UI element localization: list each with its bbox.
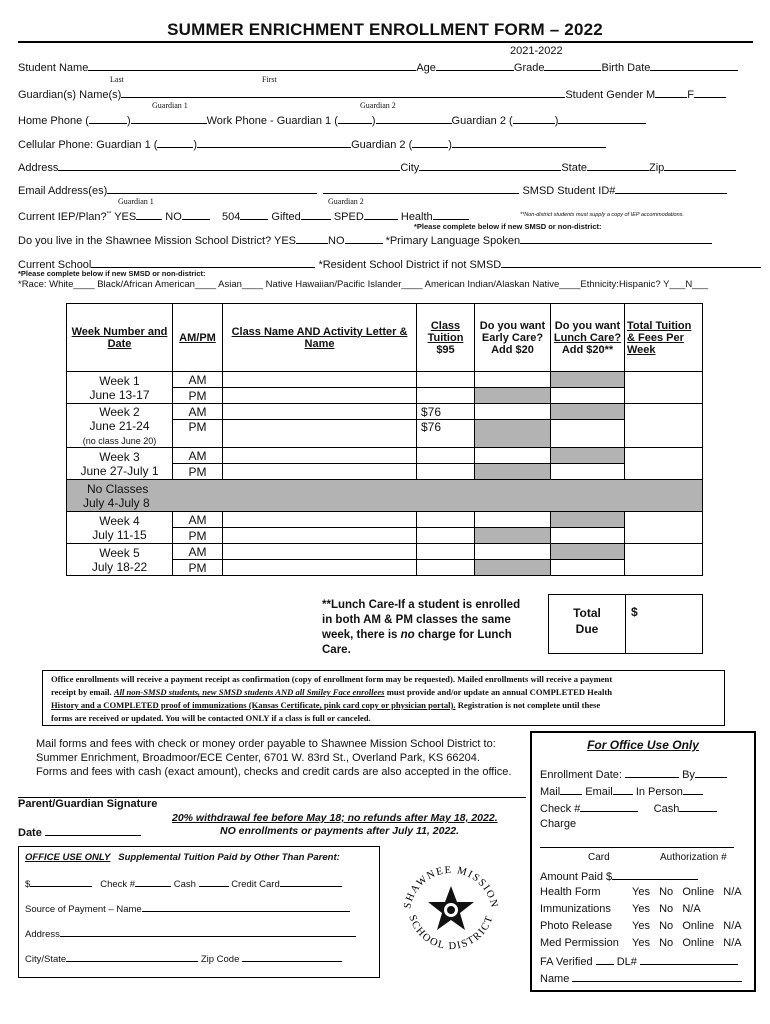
supp-zip-field[interactable] xyxy=(242,951,342,962)
supp-check-label: Check # xyxy=(100,879,136,890)
charge-line[interactable] xyxy=(540,847,734,848)
supp-credit-label: Credit Card xyxy=(231,879,280,890)
guardians-label: Guardian(s) Name(s) xyxy=(18,89,122,101)
mail-field[interactable] xyxy=(560,784,582,795)
iep-sped-field[interactable] xyxy=(364,209,398,220)
lunch-note-line3 xyxy=(322,628,520,643)
office-cash-field[interactable] xyxy=(679,801,717,812)
lunch-note-3a: week, there is xyxy=(322,629,398,641)
lunch-note-line1: **Lunch Care-If a student is enrolled xyxy=(322,599,521,611)
lunch-note-3b: no xyxy=(400,629,415,641)
office-name-field[interactable] xyxy=(572,971,742,982)
live-yes-field[interactable] xyxy=(296,233,328,244)
week5-cell xyxy=(67,544,173,576)
guardian2-work-label: Guardian 2 ( xyxy=(451,115,513,127)
med-permission-row xyxy=(540,937,742,949)
lunch-care-cell[interactable] xyxy=(551,404,625,420)
week2-label: Week 2 xyxy=(99,404,140,419)
tuition-cell[interactable] xyxy=(417,560,475,576)
week1-cell xyxy=(67,372,173,404)
email-label: Email Address(es) xyxy=(18,185,108,197)
supp-source-field[interactable] xyxy=(142,901,350,912)
student-gender-label: Student Gender M xyxy=(565,89,656,101)
photo-release-options[interactable]: Yes No Online N/A xyxy=(632,920,742,932)
supplemental-payment-row xyxy=(25,876,342,890)
mail-instructions xyxy=(36,737,511,779)
supp-check-field[interactable] xyxy=(135,876,171,887)
tuition-cell[interactable]: $76 xyxy=(417,404,475,420)
office-use-title: For Office Use Only xyxy=(587,738,699,752)
payment-row xyxy=(540,801,717,815)
primary-language-field[interactable] xyxy=(520,233,712,244)
early-care-label: Do you want Early Care? xyxy=(479,319,546,344)
date-field[interactable] xyxy=(45,825,141,836)
total-cell[interactable] xyxy=(625,544,703,576)
paren: ) xyxy=(371,115,376,127)
notice-3a: History and a COMPLETED proof of immunizations (Kansas Certificate, pink card copy or physician portal). xyxy=(51,700,456,710)
supp-amount-field[interactable] xyxy=(30,876,92,887)
iep-no-field[interactable] xyxy=(182,209,210,220)
notice-2c: must provide and/or update an annual COMPLETED Health xyxy=(386,687,613,697)
withdrawal-note: 20% withdrawal fee before May 18; no refunds after May 18, 2022. xyxy=(172,812,498,824)
fa-verified-label: FA Verified xyxy=(540,956,593,968)
lunch-note-line2: in both AM & PM classes the same xyxy=(322,614,511,626)
student-name-label: Student Name xyxy=(18,62,89,74)
immunizations-options[interactable]: Yes No N/A xyxy=(632,903,701,915)
total-cell[interactable] xyxy=(625,512,703,544)
name-row xyxy=(540,971,742,985)
total-cell[interactable] xyxy=(625,448,703,480)
fa-verified-row xyxy=(540,954,738,968)
age-label: Age xyxy=(416,62,436,74)
lunch-care-cell[interactable] xyxy=(551,544,625,560)
supp-address-row xyxy=(25,926,356,940)
week2-cell xyxy=(67,404,173,448)
grade-label: Grade xyxy=(513,62,545,74)
supp-cash-field[interactable] xyxy=(199,876,229,887)
tuition-cell[interactable] xyxy=(417,464,475,480)
amount-paid-field[interactable] xyxy=(612,869,698,880)
week5-dates: July 18-22 xyxy=(91,559,148,574)
logo-top-path: SHAWNEE MISSION xyxy=(402,864,500,910)
lunch-care-cell-blank xyxy=(551,420,625,448)
work1-area-field[interactable] xyxy=(338,113,372,124)
lunch-care-amount: Add $20** xyxy=(561,343,614,356)
iep-gifted-field[interactable] xyxy=(301,209,331,220)
am-cell: AM xyxy=(173,372,223,388)
race-line: *Race: White____ Black/African American____ Asian____ Native Hawaiian/Pacific Islander____ American Indian/Alaskan Native____Ethnicity:Hispanic? Y___N___ xyxy=(18,279,709,290)
iep-yes-field[interactable] xyxy=(136,209,162,220)
current-school-field[interactable] xyxy=(91,257,315,268)
supp-source-label: Source of Payment – Name xyxy=(25,904,142,915)
schedule-table xyxy=(66,303,703,576)
class-name-header: Class Name AND Activity Letter & Name xyxy=(223,304,417,372)
enrollment-date-row xyxy=(540,767,727,781)
city-label: City xyxy=(400,162,420,174)
tuition-cell[interactable] xyxy=(417,372,475,388)
am-cell: AM xyxy=(173,544,223,560)
email-method-label: Email xyxy=(585,786,613,798)
zip-field[interactable] xyxy=(664,160,736,171)
pm-cell: PM xyxy=(173,528,223,544)
city-field[interactable] xyxy=(419,160,561,171)
address-label: Address xyxy=(18,162,59,174)
cell1-field[interactable] xyxy=(197,137,351,148)
no-classes-dates: July 4-July 8 xyxy=(83,495,150,510)
class-name-cell[interactable] xyxy=(223,528,417,544)
non-district-note: **Non-district students must supply a copy of IEP accommodations. xyxy=(520,212,684,218)
by-label: By xyxy=(682,769,695,781)
iep-504-field[interactable] xyxy=(240,209,268,220)
email1-field[interactable] xyxy=(107,183,317,194)
home-phone-label: Home Phone ( xyxy=(18,115,89,127)
iep-health-field[interactable] xyxy=(433,209,469,220)
photo-release-label: Photo Release xyxy=(540,920,613,932)
paren: ) xyxy=(554,115,559,127)
week3-dates: June 27-July 1 xyxy=(80,463,159,478)
total-due-label xyxy=(549,605,625,637)
am-cell: AM xyxy=(173,448,223,464)
cell2-area-field[interactable] xyxy=(412,137,448,148)
notice-2a: receipt by email. xyxy=(51,687,112,697)
supplemental-heading xyxy=(25,852,340,863)
lunch-note-3c: charge for Lunch xyxy=(417,629,512,641)
email-guardian1-caption: Guardian 1 xyxy=(118,197,154,206)
iep-label: Current IEP/Plan? xyxy=(18,211,107,223)
lunch-care-cell-blank xyxy=(551,528,625,544)
notice-line1: Office enrollments will receive a payment receipt as confirmation (copy of enrollment form may be requested). Mailed enrollments will receive a payment xyxy=(51,674,613,684)
last-caption: Last xyxy=(110,75,124,84)
no-classes-row xyxy=(67,480,703,512)
work1-field[interactable] xyxy=(376,113,452,124)
office-use-only-label: OFFICE USE ONLY xyxy=(25,852,111,863)
week3-label: Week 3 xyxy=(99,449,140,464)
zip-label: Zip xyxy=(649,162,665,174)
date-label: Date xyxy=(18,827,42,839)
office-use-box xyxy=(530,731,756,992)
class-name-cell[interactable] xyxy=(223,464,417,480)
lunch-care-label: Lunch Care? xyxy=(553,331,622,344)
class-name-cell[interactable] xyxy=(223,544,417,560)
cell-phone-label: Cellular Phone: Guardian 1 ( xyxy=(18,139,158,151)
am-cell: AM xyxy=(173,404,223,420)
week3-cell xyxy=(67,448,173,480)
primary-language-label: *Primary Language Spoken xyxy=(385,235,521,247)
form-title: SUMMER ENRICHMENT ENROLLMENT FORM – 2022 xyxy=(167,20,603,39)
email-method-field[interactable] xyxy=(613,784,633,795)
grade-field[interactable] xyxy=(544,60,601,71)
early-care-cell-disabled xyxy=(475,560,551,576)
work2-area-field[interactable] xyxy=(513,113,555,124)
dl-field[interactable] xyxy=(640,954,738,965)
home-area-field[interactable] xyxy=(89,113,127,124)
birth-date-field[interactable] xyxy=(650,60,738,71)
first-caption: First xyxy=(262,75,277,84)
pm-cell: PM xyxy=(173,560,223,576)
health-form-options[interactable]: Yes No Online N/A xyxy=(632,886,742,898)
photo-release-row xyxy=(540,920,742,932)
address-field[interactable] xyxy=(58,160,400,171)
cell-guardian2-label: Guardian 2 ( xyxy=(351,139,413,151)
med-permission-options[interactable]: Yes No Online N/A xyxy=(632,937,742,949)
guardian1-caption: Guardian 1 xyxy=(152,101,188,110)
med-permission-label: Med Permission xyxy=(540,937,619,949)
supp-city-field[interactable] xyxy=(66,951,198,962)
signature-label: Parent/Guardian Signature xyxy=(18,798,158,810)
title-rule xyxy=(18,41,753,43)
class-name-cell[interactable] xyxy=(223,388,417,404)
iep-sped-label: SPED xyxy=(333,211,364,223)
supp-city-label: City/State xyxy=(25,954,67,965)
week5-label: Week 5 xyxy=(99,545,140,560)
supp-address-field[interactable] xyxy=(60,926,356,937)
class-name-cell[interactable] xyxy=(223,404,417,420)
week1-label: Week 1 xyxy=(99,373,140,388)
early-care-cell[interactable] xyxy=(475,372,551,388)
iep-row xyxy=(18,209,469,223)
school-year: 2021-2022 xyxy=(510,45,563,57)
pm-cell: PM xyxy=(173,420,223,448)
current-school-label: Current School xyxy=(18,259,92,271)
total-cell[interactable] xyxy=(625,372,703,404)
early-care-cell[interactable] xyxy=(475,544,551,560)
notice-line4: forms are received or updated. You will be contacted ONLY if a class is full or canceled. xyxy=(51,713,371,723)
email2-field[interactable] xyxy=(323,183,519,194)
district-logo-icon xyxy=(396,856,506,966)
gender-f-label: F xyxy=(687,89,694,101)
guardian2-caption: Guardian 2 xyxy=(360,101,396,110)
lunch-question: Do you want xyxy=(554,319,621,332)
total-due-value[interactable]: $ xyxy=(631,605,638,619)
total-cell[interactable] xyxy=(625,404,703,448)
date-row xyxy=(18,825,141,839)
iep-star: ** xyxy=(106,211,112,218)
card-label: Card xyxy=(588,852,610,863)
lunch-care-cell[interactable] xyxy=(551,512,625,528)
district-logo xyxy=(396,856,506,966)
mail-line3: Forms and fees with cash (exact amount), checks and credit cards are also accepted in the office. xyxy=(36,766,512,778)
early-care-amount: Add $20 xyxy=(491,343,534,356)
supp-source-row xyxy=(25,901,350,915)
iep-gifted-label: Gifted xyxy=(271,211,301,223)
lunch-care-note xyxy=(322,598,520,658)
health-form-label: Health Form xyxy=(540,886,601,898)
age-field[interactable] xyxy=(436,60,514,71)
cell1-area-field[interactable] xyxy=(157,137,193,148)
week2-note: (no class June 20) xyxy=(82,435,157,446)
class-name-cell[interactable] xyxy=(223,420,417,448)
week1-dates: June 13-17 xyxy=(89,387,150,402)
student-name-field[interactable] xyxy=(88,60,416,71)
notice-line3 xyxy=(51,699,716,712)
by-field[interactable] xyxy=(695,767,727,778)
fa-verified-field[interactable] xyxy=(596,954,614,965)
paren: ) xyxy=(126,115,131,127)
authorization-label: Authorization # xyxy=(660,852,727,863)
live-no-field[interactable] xyxy=(345,233,383,244)
lunch-care-cell[interactable] xyxy=(551,448,625,464)
mail-line1: Mail forms and fees with check or money order payable to Shawnee Mission School District to: xyxy=(36,738,496,750)
notice-2b: All non-SMSD students, new SMSD students AND all Smiley Face enrollees xyxy=(113,687,385,697)
early-care-cell-disabled xyxy=(475,420,551,448)
tuition-cell[interactable] xyxy=(417,544,475,560)
dl-label: DL# xyxy=(616,956,637,968)
enrollment-date-label: Enrollment Date: xyxy=(540,769,622,781)
class-name-cell[interactable] xyxy=(223,372,417,388)
tuition-header-label: Class Tuition xyxy=(427,319,464,344)
supplemental-title: Supplemental Tuition Paid by Other Than Parent: xyxy=(118,852,340,863)
email-row xyxy=(18,183,727,197)
supp-zip-label: Zip Code xyxy=(200,954,240,965)
cell-row xyxy=(18,137,606,151)
in-person-field[interactable] xyxy=(683,784,703,795)
office-cash-label: Cash xyxy=(653,803,680,815)
tuition-cell[interactable] xyxy=(417,512,475,528)
lunch-care-cell-blank xyxy=(551,388,625,404)
resident-district-field[interactable] xyxy=(501,257,761,268)
no-enroll-note: NO enrollments or payments after July 11, 2022. xyxy=(220,825,460,837)
paren: ) xyxy=(193,139,198,151)
week4-dates: July 11-15 xyxy=(92,527,147,542)
guardians-row xyxy=(18,87,726,101)
gender-f-field[interactable] xyxy=(694,87,726,98)
early-care-cell-disabled xyxy=(475,528,551,544)
state-field[interactable] xyxy=(587,160,649,171)
live-no-label: NO xyxy=(328,235,345,247)
ampm-header: AM/PM xyxy=(173,304,223,372)
state-label: State xyxy=(561,162,587,174)
supp-address-label: Address xyxy=(25,929,60,940)
week2-dates: June 21-24 xyxy=(89,418,150,433)
week4-cell xyxy=(67,512,173,544)
pm-cell: PM xyxy=(173,388,223,404)
work-phone-label: Work Phone - Guardian 1 ( xyxy=(206,115,338,127)
week-header: Week Number and Date xyxy=(67,304,173,372)
iep-health-label: Health xyxy=(400,211,433,223)
lunch-note-line4: Care. xyxy=(322,644,351,656)
tuition-cell[interactable]: $76 xyxy=(417,420,475,448)
enrollment-date-field[interactable] xyxy=(625,767,679,778)
pm-cell: PM xyxy=(173,464,223,480)
please-complete-below: *Please complete below if new SMSD or non-district: xyxy=(18,269,206,278)
early-care-cell[interactable] xyxy=(475,448,551,464)
amount-paid-label: Amount Paid $ xyxy=(540,871,613,883)
email-guardian2-caption: Guardian 2 xyxy=(328,197,364,206)
early-care-cell-disabled xyxy=(475,388,551,404)
iep-504-label: 504 xyxy=(222,211,241,223)
gender-m-field[interactable] xyxy=(655,87,687,98)
supp-dollar: $ xyxy=(25,879,31,890)
tuition-cell[interactable] xyxy=(417,448,475,464)
office-name-label: Name xyxy=(540,973,570,985)
total-header: Total Tuition & Fees Per Week xyxy=(625,304,703,372)
immunizations-row xyxy=(540,903,701,915)
phone-row xyxy=(18,113,646,127)
tuition-header xyxy=(417,304,475,372)
lunch-care-header xyxy=(551,304,625,372)
class-name-cell[interactable] xyxy=(223,512,417,528)
logo-bottom-path: SCHOOL DISTRICT xyxy=(406,913,496,953)
address-row xyxy=(18,160,736,174)
amount-paid-row xyxy=(540,869,698,883)
lunch-care-cell[interactable] xyxy=(551,372,625,388)
tuition-cell[interactable] xyxy=(417,388,475,404)
office-check-label: Check # xyxy=(540,803,581,815)
method-row xyxy=(540,784,703,798)
paren: ) xyxy=(448,139,452,151)
resident-district-label: *Resident School District if not SMSD xyxy=(318,259,502,271)
iep-yes-label: YES xyxy=(114,211,137,223)
mail-line2: Summer Enrichment, Broadmoor/ECE Center, 6701 W. 83rd St., Overland Park, KS 66204. xyxy=(36,752,480,764)
logo-star-icon xyxy=(428,886,474,930)
notice-3b: Registration is not complete until these xyxy=(457,700,601,710)
early-care-cell-disabled xyxy=(475,464,551,480)
supplemental-box xyxy=(18,846,380,978)
smsd-id-field[interactable] xyxy=(615,183,727,194)
smsd-id-label: SMSD Student ID# xyxy=(522,185,616,197)
iep-no-label: NO xyxy=(165,211,182,223)
lunch-care-cell-blank xyxy=(551,560,625,576)
office-check-field[interactable] xyxy=(580,801,638,812)
please-complete-note: *Please complete below if new SMSD or non-district: xyxy=(414,222,602,231)
cell2-field[interactable] xyxy=(452,137,606,148)
tuition-amount: $95 xyxy=(436,343,455,356)
supp-credit-field[interactable] xyxy=(280,876,342,887)
week4-label: Week 4 xyxy=(99,513,140,528)
supp-city-row xyxy=(25,951,342,965)
class-name-cell[interactable] xyxy=(223,448,417,464)
guardians-field[interactable] xyxy=(121,87,565,98)
live-yes-label: YES xyxy=(273,235,296,247)
health-form-row xyxy=(540,886,742,898)
home-phone-field[interactable] xyxy=(131,113,207,124)
am-cell: AM xyxy=(173,512,223,528)
early-care-cell[interactable] xyxy=(475,512,551,528)
early-care-header xyxy=(475,304,551,372)
lunch-care-cell-blank xyxy=(551,464,625,480)
no-classes-label: No Classes xyxy=(87,481,149,496)
work2-field[interactable] xyxy=(558,113,646,124)
class-name-cell[interactable] xyxy=(223,560,417,576)
district-row xyxy=(18,233,712,247)
student-name-row xyxy=(18,60,738,74)
in-person-label: In Person xyxy=(635,786,683,798)
charge-label: Charge xyxy=(540,818,577,830)
tuition-cell[interactable] xyxy=(417,528,475,544)
total-due-line1: Total xyxy=(573,606,601,620)
supp-cash-label: Cash xyxy=(173,879,196,890)
early-care-cell[interactable] xyxy=(475,404,551,420)
notice-line2 xyxy=(51,686,716,699)
birth-date-label: Birth Date xyxy=(601,62,651,74)
immunizations-label: Immunizations xyxy=(540,903,611,915)
live-district-label: Do you live in the Shawnee Mission School District? xyxy=(18,235,272,247)
notice-box xyxy=(42,670,725,726)
total-due-line2: Due xyxy=(575,622,599,636)
total-due-box xyxy=(548,594,703,654)
mail-label: Mail xyxy=(540,786,561,798)
